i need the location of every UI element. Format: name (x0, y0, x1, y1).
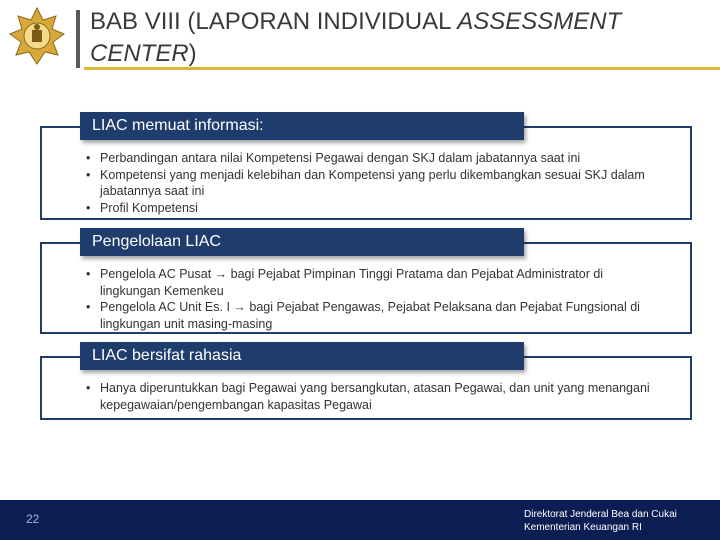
section-header-confidential: LIAC bersifat rahasia (80, 342, 524, 370)
list-item: • Hanya diperuntukkan bagi Pegawai yang bersangkutan, atasan Pegawai, dan unit yang menangani kepegawaian/pengembangan kapasitas Pegawai (86, 381, 650, 412)
list-item: • Perbandingan antara nilai Kompetensi Pegawai dengan SKJ dalam jabatannya saat ini (86, 151, 581, 165)
title-accent-bar (76, 10, 80, 68)
footer-organization: Direktorat Jenderal Bea dan Cukai Kementerian Keuangan RI (524, 509, 677, 533)
list-item: • Pengelola AC Pusat → bagi Pejabat Pimpinan Tinggi Pratama dan Pejabat Administrator di lingkungan Kemenkeu (86, 267, 604, 298)
customs-emblem-icon (6, 6, 68, 66)
list-item: • Profil Kompetensi (86, 200, 198, 215)
section-bullets-info (86, 150, 666, 216)
section-header-info: LIAC memuat informasi: (80, 112, 524, 140)
section-bullets-management (86, 266, 666, 332)
page-title: BAB VIII (LAPORAN INDIVIDUAL ASSESSMENT CENTER) (90, 8, 622, 67)
list-item: • Pengelola AC Unit Es. I → bagi Pejabat Pengawas, Pejabat Pelaksana dan Pejabat Fungsional di lingkungan unit masing-masing (86, 300, 640, 331)
title-underline (84, 67, 720, 70)
list-item: • Kompetensi yang menjadi kelebihan dan Kompetensi yang perlu dikembangkan sesuai SKJ dalam jabatannya saat ini (86, 167, 645, 198)
section-bullets-confidential (86, 380, 666, 413)
section-header-management: Pengelolaan LIAC (80, 228, 524, 256)
footer-bar (0, 500, 720, 540)
page-number: 22 (26, 512, 40, 526)
